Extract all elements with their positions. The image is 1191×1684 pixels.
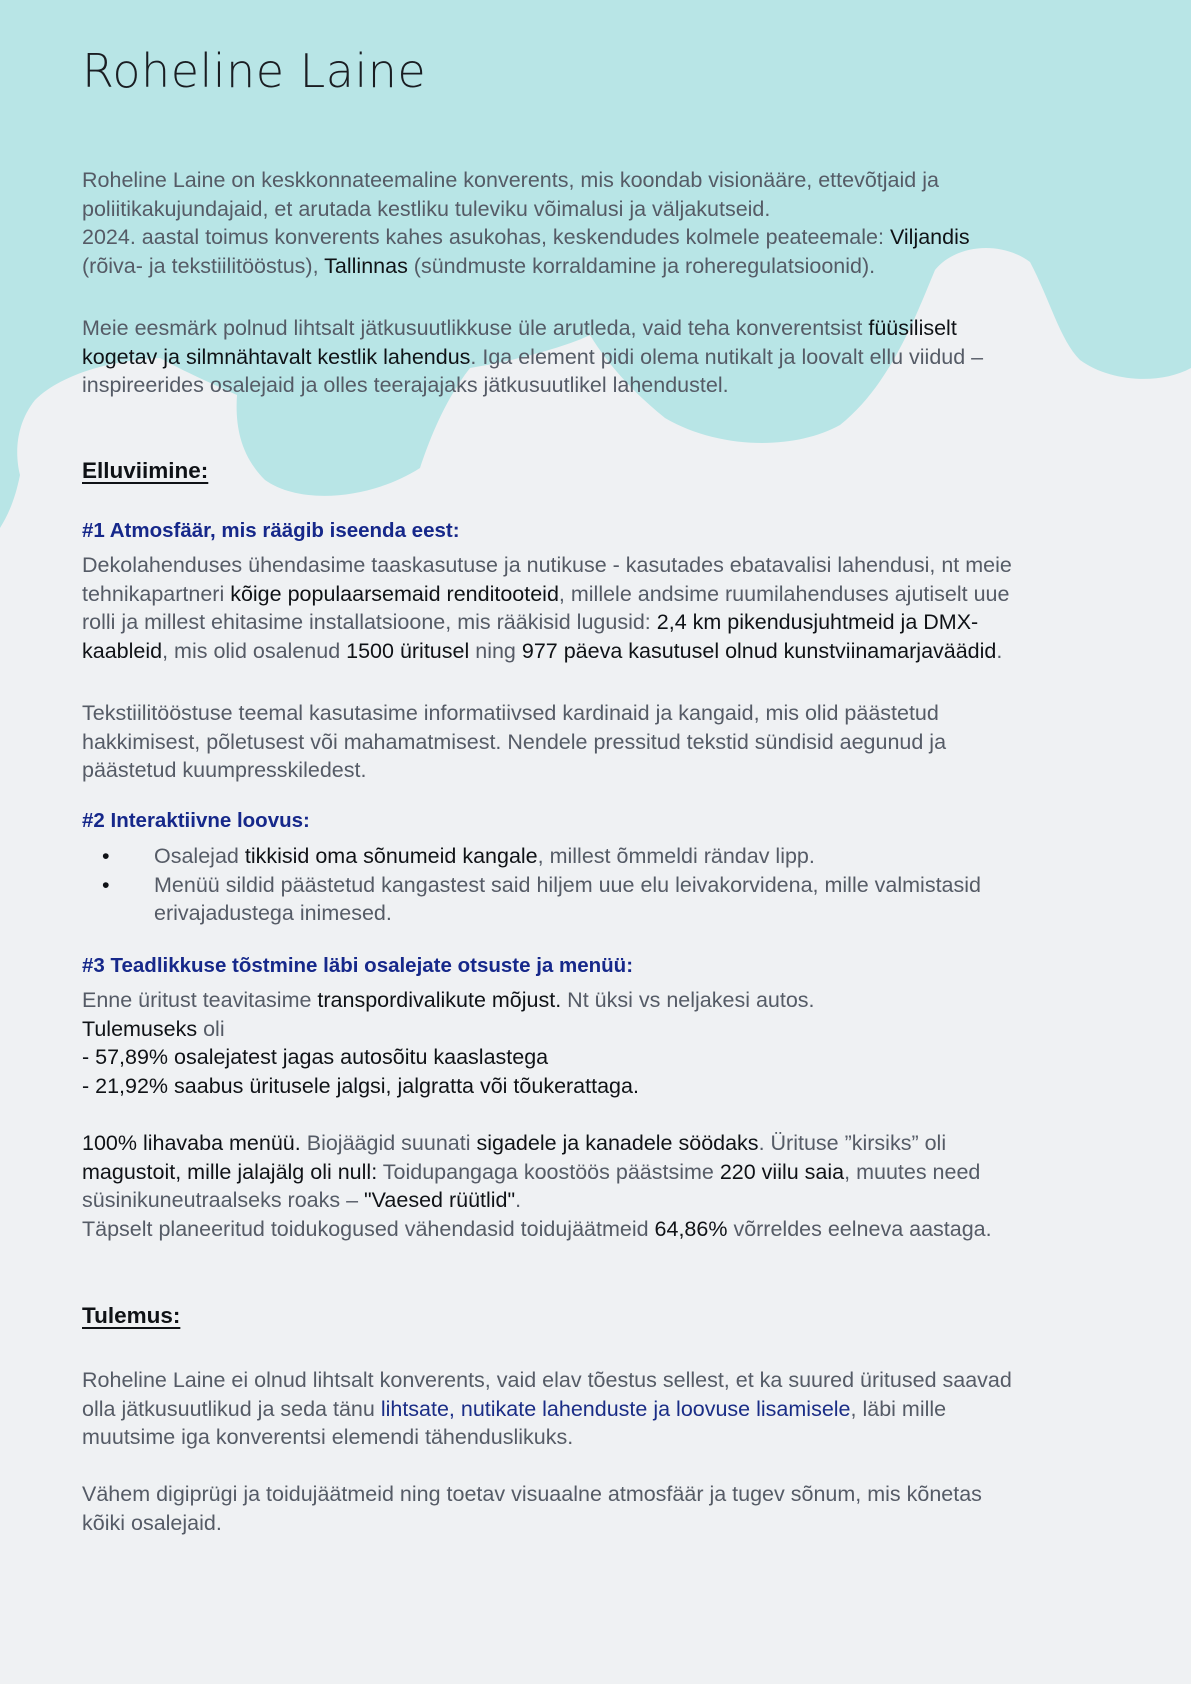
list-item: [82, 871, 1132, 928]
atmosphere-paragraph: [82, 551, 1132, 665]
body-line: muutsime iga konverentsi elemendi tähenduslikuks.: [82, 1425, 574, 1449]
body-line: tehnikapartneri: [82, 581, 231, 606]
location-tallinn: Tallinnas: [324, 253, 408, 278]
section-heading-elluviimine: Elluviimine:: [82, 458, 209, 483]
goal-line: inspireerides osalejaid ja olles teerajajaks jätkusuutlikel lahendustel.: [82, 373, 729, 397]
location-viljandi: Viljandis: [889, 225, 970, 249]
interactive-list: [82, 842, 1132, 928]
highlight-text: kõige populaarsemaid renditooteid: [230, 581, 559, 606]
subheading-atmosphere: #1 Atmosfäär, mis räägib iseenda eest:: [82, 519, 460, 542]
body-line: rolli ja millest ehitasime installatsioone, mis rääkisid lugusid:: [82, 610, 657, 634]
intro-line: (rõiva- ja tekstiilitööstus),: [82, 253, 325, 278]
body-line: Tekstiilitööstuse teemal kasutasime informatiivsed kardinaid ja kangaid, mis olid päästetud: [82, 701, 939, 725]
highlight-text: 220 viilu saia: [719, 1159, 845, 1184]
highlight-text: Tulemuseks: [82, 1016, 198, 1041]
subheading-interactive: #2 Interaktiivne loovus:: [82, 809, 310, 832]
body-line: .: [996, 638, 1003, 663]
body-line: ning: [469, 638, 522, 663]
highlight-text: 1500 üritusel: [346, 638, 470, 663]
stat-food-waste: 64,86%: [654, 1216, 728, 1241]
intro-line: 2024. aastal toimus konverents kahes asukohas, keskendudes kolmele peateemale:: [82, 225, 890, 249]
body-line: süsinikuneutraalseks roaks –: [82, 1188, 365, 1212]
bullet-icon: •: [102, 872, 110, 897]
body-line: , millele andsime ruumilahenduses ajutiselt uue: [558, 581, 1010, 606]
body-line: . Ürituse ”kirsiks” oli: [758, 1131, 947, 1155]
body-line: , mis olid osalenud: [162, 638, 347, 663]
goal-highlight: kogetav ja silmnähtavalt kestlik lahendus: [82, 344, 471, 369]
highlight-text: tikkisid oma sõnumeid kangale: [244, 844, 538, 868]
textile-paragraph: [82, 699, 1132, 785]
body-line: Nt üksi vs neljakesi autos.: [561, 988, 815, 1012]
body-line: Osalejad: [154, 844, 245, 868]
list-item: [82, 842, 1132, 871]
body-line: olla jätkusuutlikud ja seda tänu: [82, 1396, 381, 1421]
goal-line: Meie eesmärk polnud lihtsalt jätkusuutlikkuse üle arutleda, vaid teha konverentsist: [82, 316, 869, 340]
intro-line: (sündmuste korraldamine ja roheregulatsioonid).: [407, 253, 876, 278]
body-line: Vähem digiprügi ja toidujäätmeid ning toetav visuaalne atmosfäär ja tugev sõnum, mis kõnetas: [82, 1482, 982, 1506]
highlight-text: kaableid: [82, 638, 163, 663]
body-line: Roheline Laine ei olnud lihtsalt konverents, vaid elav tõestus sellest, et ka suured üritused saavad: [82, 1368, 1012, 1392]
body-line: hakkimisest, põletusest või mahamatmisest. Nendele pressitud tekstid sündisid aegunud ja: [82, 729, 947, 754]
highlight-text: "Vaesed rüütlid": [364, 1188, 516, 1212]
highlight-text: sigadele ja kanadele söödaks: [476, 1131, 759, 1155]
body-line: Toidupangaga koostöös päästsime: [377, 1159, 720, 1184]
menu-paragraph: [82, 1129, 1132, 1243]
body-line: , millest õmmeldi rändav lipp.: [537, 844, 815, 868]
body-line: Dekolahenduses ühendasime taaskasutuse ja nutikuse - kasutades ebatavalisi lahendusi, nt meie: [82, 553, 1012, 577]
stat-carpool: - 57,89% osalejatest jagas autosõitu kaaslastega: [82, 1045, 549, 1069]
highlight-text: magustoit, mille jalajälg oli null:: [82, 1159, 378, 1184]
body-line: võrreldes eelneva aastaga.: [727, 1216, 992, 1241]
body-line: Biojäägid suunati: [300, 1131, 477, 1155]
body-line: päästetud kuumpresskiledest.: [82, 758, 367, 782]
highlight-text: 2,4 km pikendusjuhtmeid ja DMX-: [656, 610, 979, 634]
highlight-text: 977 päeva kasutusel olnud kunstviinamarjaväädid: [521, 638, 997, 663]
goal-line: . Iga element pidi olema nutikalt ja loovalt ellu viidud –: [470, 344, 984, 369]
subheading-awareness: #3 Teadlikkuse tõstmine läbi osalejate otsuste ja menüü:: [82, 954, 634, 977]
stat-walk-bike: - 21,92% saabus üritusele jalgsi, jalgratta või tõukerattaga.: [82, 1073, 639, 1098]
intro-line: Roheline Laine on keskkonnateemaline konverents, mis koondab visionääre, ettevõtjaid ja: [82, 168, 939, 192]
body-line: , läbi mille: [850, 1396, 947, 1421]
transport-paragraph: [82, 986, 1132, 1100]
highlight-text: transpordivalikute mõjust.: [317, 988, 562, 1012]
section-heading-tulemus: Tulemus:: [82, 1303, 181, 1328]
intro-paragraph: [82, 166, 1132, 280]
highlight-link-text: lihtsate, nutikate lahenduste ja loovuse lisamisele: [380, 1396, 851, 1421]
goal-highlight: füüsiliselt: [868, 316, 957, 340]
intro-line: poliitikakujundajaid, et arutada kestliku tuleviku võimalusi ja väljakutseid.: [82, 196, 771, 221]
bullet-icon: •: [102, 844, 110, 868]
body-line: .: [515, 1188, 522, 1212]
page-title: Roheline Laine: [82, 44, 427, 98]
body-line: Enne üritust teavitasime: [82, 988, 318, 1012]
body-line: Menüü sildid päästetud kangastest said hiljem uue elu leivakorvidena, mille valmistasid: [154, 872, 981, 897]
result-paragraph: [82, 1366, 1132, 1452]
body-line: kõiki osalejaid.: [82, 1510, 222, 1535]
goal-paragraph: [82, 314, 1132, 400]
body-line: erivajadustega inimesed.: [154, 901, 392, 925]
highlight-text: 100% lihavaba menüü.: [82, 1131, 301, 1155]
closing-paragraph: [82, 1480, 1132, 1537]
body-line: oli: [197, 1016, 225, 1041]
body-line: , muutes need: [844, 1159, 981, 1184]
body-line: Täpselt planeeritud toidukogused vähendasid toidujäätmeid: [82, 1216, 655, 1241]
